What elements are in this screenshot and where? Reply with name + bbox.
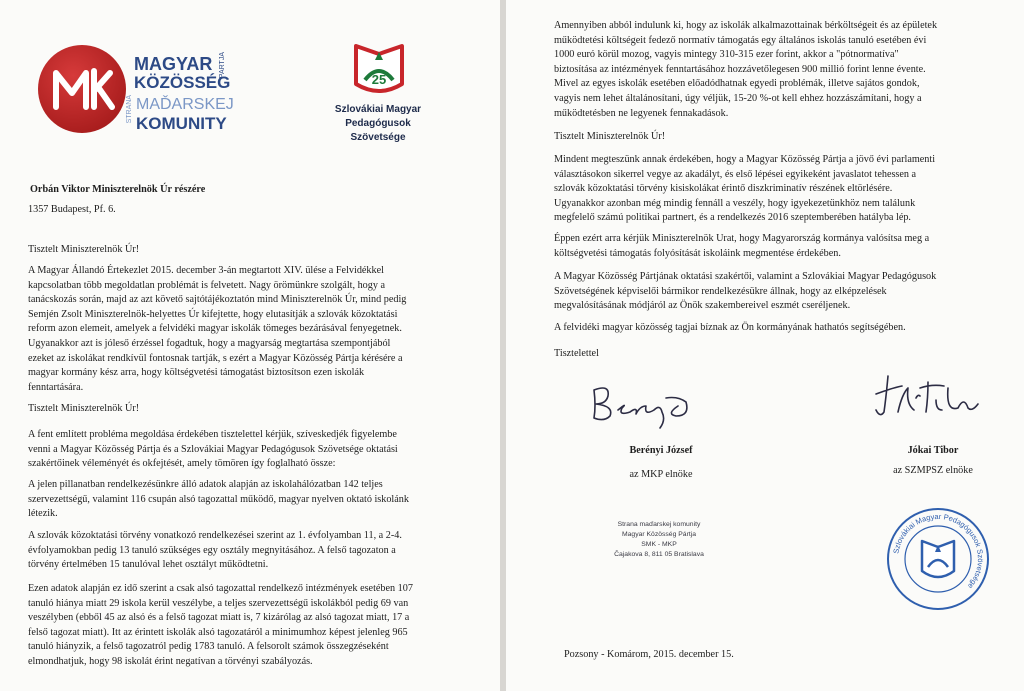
mkp-brand-line4: KOMUNITY: [136, 114, 227, 133]
text-line: szakértőinek véleményét és okfejtését, amely tömören így foglalható össze:: [28, 458, 336, 470]
signer-2-role: az SZMPSZ elnöke: [893, 465, 973, 476]
paragraph-4: [554, 270, 982, 314]
address: 1357 Budapest, Pf. 6.: [28, 204, 116, 215]
text-line: Amennyiben abból indulunk ki, hogy az iskolák alkalmazottainak bérköltségeit és az épületek: [554, 20, 938, 31]
mkp-stamp: [584, 520, 734, 560]
text-line: választásokon sikerrel vegye az akadályt, és első lépései egyikeként javaslatot tehessen a: [554, 168, 917, 180]
text-line: veszélyben (ebből 45 az alsó és a felső tagozat miatt is, 7 kizárólag az alsó tagozat miatt, 17 a: [28, 612, 410, 624]
signature-2-icon: [872, 368, 984, 424]
text-line: törvény értelmében 15 tanulóval lehet osztályt működtetni.: [28, 559, 269, 571]
mkp-brand-partja: PARTJA: [219, 52, 226, 79]
text-line: elmondhatjuk, hogy 98 iskolát érint negatívan a törvényi szabályozás.: [28, 655, 313, 667]
text-line: Ugyanakkor azonban még mindig fennáll a veszély, hogy igyekezetünkhöz nem találunk: [554, 197, 916, 209]
text-line: létezik.: [28, 508, 58, 520]
text-line: A Magyar Állandó Értekezlet 2015. december 3-án megtartott XIV. ülése a Felvidékkel: [28, 265, 384, 276]
letter-page-left: [0, 0, 500, 691]
text-line: Mivel az egyes iskolák esetében előadódhatnak egyedi problémák, illetve sajátos gondok,: [554, 78, 920, 90]
text-line: A szlovák közoktatási törvény vonatkozó rendelkezései szerint az 1. évfolyamban 11, a 2-4.: [28, 530, 402, 541]
text-line: költségvetési támogatás folyósítását iskoláink megmentése érdekében.: [554, 247, 841, 259]
text-line: évfolyamokban pedig 13 tanuló szükséges egy osztály megnyitásához. A felső tagozaton a: [28, 544, 396, 556]
paragraph-2: [28, 428, 456, 472]
text-line: vagyis nem lehet általánosítani, úgy véljük, 15-20 %-ot kell ehhez hozzászámítani, hogy a: [554, 92, 922, 104]
text-line: Éppen ezért arra kérjük Miniszterelnök Urat, hogy Magyarország kormánya valósítsa meg a: [554, 233, 930, 244]
text-line: kapcsolatban több megoldatlan problémát is felvetett. Nagy örömünkre szolgált, hogy a: [28, 279, 386, 291]
text-line: fenntartására.: [28, 381, 84, 393]
paragraph-3: [554, 232, 982, 261]
szmpsz-logo-number: 25: [371, 72, 387, 87]
paragraph-4: [28, 529, 456, 573]
signer-1-role: az MKP elnöke: [629, 469, 693, 480]
signer-2-name: Jókai Tibor: [907, 445, 959, 456]
szmpsz-name: [318, 103, 438, 145]
paragraph-1: [28, 264, 456, 395]
letter-page-right: [506, 0, 1024, 691]
stamp-line: SMK - MKP: [641, 541, 677, 548]
mkp-logo-icon: [38, 45, 126, 133]
text-line: szlovák közoktatási törvény kisiskolákat érintő diszkriminatív részének eltörlésére.: [554, 183, 893, 195]
text-line: tanuló hiányzik, a felső tagozatról pedig 1783 tanuló. A felsorolt számok összegzéseként: [28, 641, 389, 653]
paragraph-1: [554, 19, 982, 121]
paragraph-3: [28, 478, 456, 522]
salutation: Tisztelt Miniszterelnök Úr!: [554, 131, 666, 142]
szmpsz-name-line2: Pedagógusok Szövetsége: [345, 118, 411, 143]
paragraph-5: A felvidéki magyar közösség tagjai bíznak az Ön kormányának hathatós segítségében.: [554, 322, 906, 333]
salutation-2: Tisztelt Miniszterelnök Úr!: [28, 403, 140, 414]
stamp-round-text: Szlovákiai Magyar Pedagógusok Szövetsége: [891, 511, 986, 591]
text-line: szervezettségű, valamint 116 csupán alsó tagozattal működő, magyar nyelven oktató iskolánk: [28, 493, 409, 505]
paragraph-2: [554, 153, 982, 226]
mkp-brand-line3: MAĎARSKEJ: [136, 96, 234, 113]
text-line: ezeket az iskolákat rendkívül fontosnak tartják, s ezért a Magyar Közösség Pártja kérésére a: [28, 352, 403, 364]
paragraph-5: [28, 582, 456, 670]
text-line: Mindent megteszünk annak érdekében, hogy a Magyar Közösség Pártja a jövő évi parlamenti: [554, 154, 936, 165]
place-date: Pozsony - Komárom, 2015. december 15.: [564, 649, 734, 660]
text-line: venni a Magyar Közösség Pártja és a Szlovákiai Magyar Pedagógusok Szövetsége oktatási: [28, 443, 398, 455]
salutation-1: Tisztelt Miniszterelnök Úr!: [28, 244, 140, 255]
text-line: Szövetségének képviselői bármikor rendelkezésükre állnak, hogy az elképzelések: [554, 285, 887, 297]
text-line: megvalósításának módjáról az Önök szakembereivel eszmét cseréljenek.: [554, 300, 851, 312]
text-line: magyar kormány kész arra, hogy költségvetési támogatást biztosítson ezen iskolák: [28, 367, 365, 379]
text-line: A jelen pillanatban rendelkezésünkre álló adatok alapján az iskolahálózatban 142 teljes: [28, 479, 383, 490]
mkp-brand-line2: KÖZÖSSÉG: [134, 73, 231, 92]
text-line: tanuló hiánya miatt 29 iskola kerül veszélybe, a teljes szervezettségű iskolákból pedig 69 van: [28, 597, 409, 609]
stamp-line: Čajakova 8, 811 05 Bratislava: [614, 551, 704, 558]
text-line: biztosítása az intézmények fenntartásához hozzávetőlegesen 900 millió forint lenne évente.: [554, 63, 926, 75]
mkp-brand-line1: MAGYAR: [134, 54, 213, 74]
text-line: működtetésben ne legyenek fennakadások.: [554, 107, 729, 119]
text-line: 1000 euró körül mozog, vagyis mintegy 310-315 ezer forint, akkor a "pótnormatíva": [554, 49, 899, 61]
recipient: Orbán Viktor Miniszterelnök Úr részére: [30, 184, 206, 195]
stamp-line: Strana maďarskej komunity: [617, 521, 701, 528]
signer-1-name: Berényi József: [629, 445, 693, 456]
text-line: Semjén Zsolt Miniszterelnök-helyettes Úr kifejtette, hogy elutasítják a szlovák közoktatási: [28, 308, 398, 320]
closing: Tisztelettel: [554, 348, 599, 359]
text-line: Ugyanakkor azt is jóleső érzéssel fogadtuk, hogy a magyarság megtartása szempontjából: [28, 337, 391, 349]
text-line: működtetési költségeit fedező normatív támogatás egy általános iskolás tanuló esetében évi: [554, 34, 927, 46]
text-line: tanácskozás során, majd az azt követő sajtótájékoztatón mind Miniszterelnök Úr, mind pedig: [28, 294, 407, 306]
szmpsz-logo-icon: [350, 40, 408, 98]
mkp-brand-strana: STRANA: [126, 95, 133, 124]
text-line: felső tagozat miatt). Itt az érintett iskolák alsó tagozatáról a minimumhoz képest jelenleg 965: [28, 626, 408, 638]
text-line: Ezen adatok alapján ez idő szerint a csak alsó tagozattal rendelkező intézmények esetében 107: [28, 583, 413, 594]
text-line: reform azon elemeit, amelyek a felvidéki magyar iskolák tömeges bezárásával fenyegetnek.: [28, 323, 402, 335]
szmpsz-round-stamp-icon: [884, 505, 992, 613]
text-line: megfelelő számú politikai partnert, és a rendelkezés 2016 szeptemberében hatályba lép.: [554, 212, 911, 224]
text-line: A Magyar Közösség Pártjának oktatási szakértői, valamint a Szlovákiai Magyar Pedagógusok: [554, 271, 937, 282]
stamp-line: Magyar Közösség Pártja: [621, 531, 697, 538]
signature-1-icon: [588, 376, 698, 432]
szmpsz-name-line1: Szlovákiai Magyar: [334, 104, 422, 115]
text-line: A fent említett probléma megoldása érdekében tisztelettel kérjük, szíveskedjék figyelembe: [28, 429, 397, 440]
